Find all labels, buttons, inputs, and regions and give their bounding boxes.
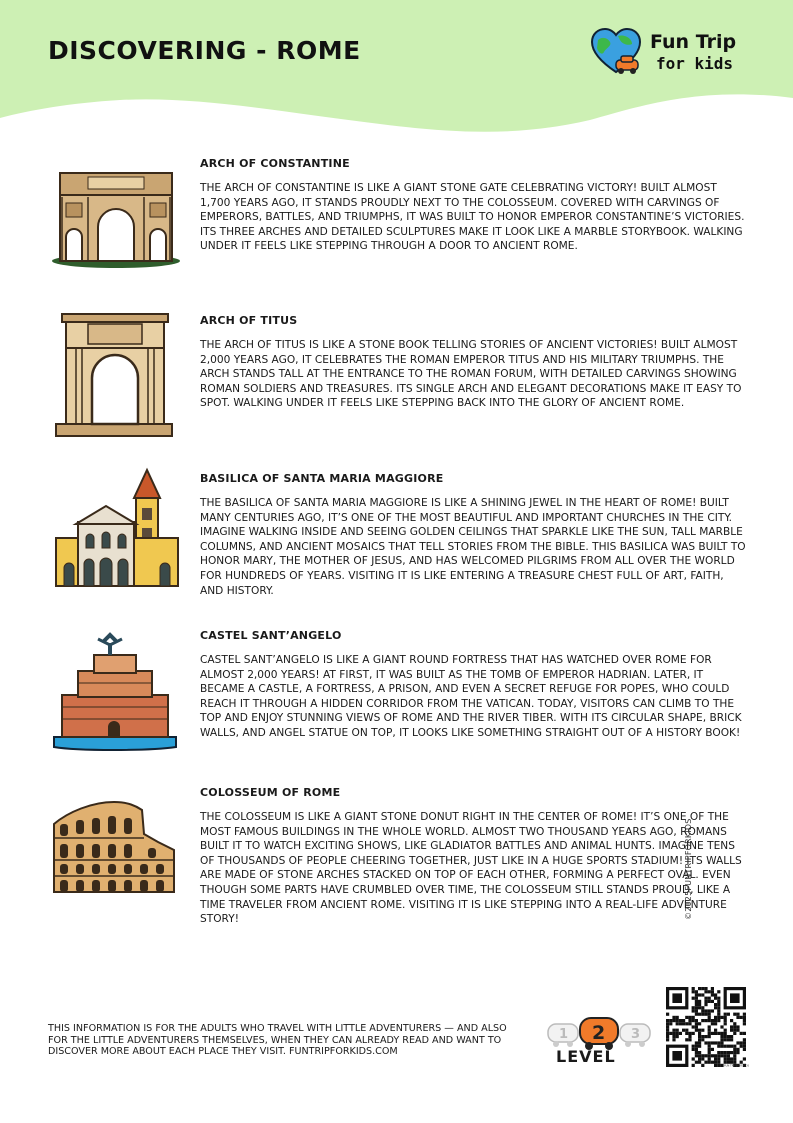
qr-module: [711, 1000, 714, 1003]
qr-module: [736, 1016, 739, 1019]
qr-module: [701, 987, 704, 990]
qr-module: [720, 1032, 723, 1035]
qr-module: [704, 1035, 707, 1038]
qr-module: [733, 1054, 736, 1057]
entry-title: ARCH OF TITUS: [200, 314, 298, 327]
qr-module: [724, 1019, 727, 1022]
qr-module: [698, 1032, 701, 1035]
qr-module: [679, 1022, 682, 1025]
qr-module: [708, 1019, 711, 1022]
qr-module: [717, 1032, 720, 1035]
qr-module: [701, 993, 704, 996]
qr-module: [666, 1019, 669, 1022]
qr-module: [714, 997, 717, 1000]
qr-module: [688, 1035, 691, 1038]
qr-module: [717, 997, 720, 1000]
qr-code[interactable]: [666, 987, 749, 1068]
qr-module: [698, 1038, 701, 1041]
qr-module: [701, 1064, 704, 1067]
qr-module: [701, 1057, 704, 1060]
qr-module: [724, 1038, 727, 1041]
qr-module: [727, 1051, 730, 1054]
qr-module: [740, 1041, 743, 1044]
arch-of-titus-illustration: [48, 312, 180, 442]
qr-module: [743, 1048, 746, 1051]
qr-module: [692, 1025, 695, 1028]
qr-module: [714, 1041, 717, 1044]
basilica-illustration: [48, 468, 180, 598]
qr-module: [736, 1025, 739, 1028]
qr-module: [704, 1041, 707, 1044]
qr-module: [724, 1022, 727, 1025]
qr-module: [720, 1054, 723, 1057]
qr-module: [698, 1051, 701, 1054]
qr-module: [704, 1054, 707, 1057]
qr-module: [666, 1035, 669, 1038]
qr-module: [698, 1000, 701, 1003]
qr-module: [717, 1041, 720, 1044]
qr-module: [720, 1025, 723, 1028]
qr-module: [708, 997, 711, 1000]
qr-module: [701, 1035, 704, 1038]
qr-module: [666, 1025, 669, 1028]
qr-module: [701, 1009, 704, 1012]
qr-module: [669, 1032, 672, 1035]
qr-module: [682, 1022, 685, 1025]
qr-module: [708, 1000, 711, 1003]
qr-module: [724, 1013, 727, 1016]
qr-module: [720, 1045, 723, 1048]
qr-module: [679, 1019, 682, 1022]
qr-module: [704, 990, 707, 993]
qr-module: [695, 1006, 698, 1009]
qr-module: [730, 1057, 733, 1060]
qr-module: [688, 1038, 691, 1041]
qr-module: [733, 1022, 736, 1025]
qr-module: [733, 1025, 736, 1028]
qr-module: [701, 1054, 704, 1057]
qr-module: [743, 1041, 746, 1044]
qr-module: [672, 1032, 675, 1035]
qr-module: [714, 1029, 717, 1032]
qr-module: [672, 1038, 675, 1041]
qr-module: [698, 1061, 701, 1064]
qr-module: [708, 1054, 711, 1057]
qr-module: [698, 1013, 701, 1016]
entry-colosseum: [48, 786, 748, 936]
car-1-icon: [548, 1024, 578, 1047]
qr-module: [692, 1032, 695, 1035]
qr-module: [676, 1032, 679, 1035]
qr-module: [676, 1029, 679, 1032]
entry-text: CASTEL SANT’ANGELO IS LIKE A GIANT ROUND FORTRESS THAT HAS WATCHED OVER ROME FOR ALMOST 2,000 YEARS! AT FIRST, IT WAS BUILT AS THE TOMB OF EMPEROR HADRIAN. LATER, IT BECAME A CASTLE, A FORTRESS, A PRISON, AND EVEN A SECRET REFUGE FOR POPES, WHO COULD REACH IT THROUGH A HIDDEN CORRIDOR FROM THE VATICAN. TODAY, VISITORS CAN CLIMB TO THE TOP AND ENJOY STUNNING VIEWS OF ROME AND THE RIVER TIBER. WITH ITS CIRCULAR SHAPE, BRICK WALLS, AND ANGEL STATUE ON TOP, IT LOOKS LIKE SOMETHING STRAIGHT OUT OF A HISTORY BOOK!: [200, 654, 742, 739]
qr-module: [724, 1032, 727, 1035]
qr-module: [740, 1061, 743, 1064]
qr-module: [717, 1057, 720, 1060]
entry-castel-santangelo: [48, 629, 748, 759]
qr-module: [695, 1009, 698, 1012]
qr-module: [695, 1019, 698, 1022]
qr-module: [695, 1003, 698, 1006]
car-3-icon: [620, 1024, 650, 1047]
qr-module: [708, 1009, 711, 1012]
level-3-number: 3: [631, 1027, 641, 1042]
qr-module: [676, 1016, 679, 1019]
qr-module: [704, 1013, 707, 1016]
qr-module: [730, 1051, 733, 1054]
qr-finder: [672, 1051, 682, 1061]
qr-module: [727, 1045, 730, 1048]
qr-module: [714, 1064, 717, 1067]
qr-module: [743, 1038, 746, 1041]
qr-module: [685, 1029, 688, 1032]
qr-module: [711, 990, 714, 993]
qr-module: [704, 1061, 707, 1064]
qr-module: [724, 1029, 727, 1032]
qr-module: [714, 1003, 717, 1006]
qr-module: [695, 1045, 698, 1048]
qr-module: [743, 1016, 746, 1019]
qr-module: [692, 997, 695, 1000]
qr-module: [666, 1022, 669, 1025]
arch-of-constantine-illustration: [48, 157, 180, 287]
qr-module: [717, 1061, 720, 1064]
qr-module: [711, 1022, 714, 1025]
qr-module: [698, 1035, 701, 1038]
qr-module: [730, 1045, 733, 1048]
qr-module: [724, 1057, 727, 1060]
qr-module: [672, 1016, 675, 1019]
castel-illustration: [48, 631, 180, 761]
qr-module: [724, 1051, 727, 1054]
qr-module: [717, 1054, 720, 1057]
qr-module: [714, 1022, 717, 1025]
logo-title: Fun Trip: [650, 31, 737, 53]
qr-module: [720, 1038, 723, 1041]
entry-arch-of-constantine: [48, 157, 748, 287]
qr-module: [701, 1006, 704, 1009]
qr-module: [685, 1022, 688, 1025]
entry-arch-of-titus: [48, 314, 748, 444]
qr-module: [720, 1035, 723, 1038]
qr-module: [714, 993, 717, 996]
entry-text: THE ARCH OF TITUS IS LIKE A STONE BOOK TELLING STORIES OF ANCIENT VICTORIES! BUILT ALMOST 2,000 YEARS AGO, IT CELEBRATES THE ROMAN EMPEROR TITUS AND HIS MILITARY TRIUMPHS. THE ARCH STANDS TALL AT THE ENTRANCE TO THE ROMAN FORUM, WITH DETAILED CARVINGS SHOWING ROMAN SOLDIERS AND TREASURES. ITS SINGLE ARCH AND ELEGANT DECORATIONS MAKE IT EASY TO SPOT. WALKING UNDER IT FEELS LIKE STEPPING BACK INTO THE GLORY OF ANCIENT ROME.: [200, 339, 742, 410]
qr-module: [727, 1054, 730, 1057]
qr-module: [711, 1048, 714, 1051]
qr-module: [695, 1051, 698, 1054]
entry-title: COLOSSEUM OF ROME: [200, 786, 341, 799]
qr-module: [685, 1032, 688, 1035]
qr-module: [708, 1035, 711, 1038]
qr-module: [743, 1022, 746, 1025]
qr-module: [733, 1048, 736, 1051]
qr-module: [736, 1048, 739, 1051]
qr-module: [717, 1016, 720, 1019]
qr-module: [740, 1045, 743, 1048]
qr-module: [698, 1022, 701, 1025]
qr-caption: FUN TRIP FOR KIDS: [724, 1064, 749, 1068]
qr-module: [736, 1029, 739, 1032]
qr-module: [695, 1029, 698, 1032]
qr-module: [727, 1061, 730, 1064]
qr-module: [740, 1032, 743, 1035]
qr-module: [692, 1045, 695, 1048]
qr-module: [724, 1016, 727, 1019]
qr-module: [717, 1051, 720, 1054]
qr-module: [695, 1061, 698, 1064]
qr-module: [708, 1041, 711, 1044]
copyright-notice: ©2025FUNTRIPFORKIDS: [684, 818, 693, 920]
qr-module: [730, 1029, 733, 1032]
qr-module: [733, 1013, 736, 1016]
level-label: LEVEL: [556, 1047, 616, 1066]
qr-module: [666, 1013, 669, 1016]
level-1-number: 1: [559, 1027, 569, 1042]
qr-module: [704, 1009, 707, 1012]
qr-module: [708, 1045, 711, 1048]
qr-module: [730, 1061, 733, 1064]
qr-module: [717, 1019, 720, 1022]
qr-module: [704, 1003, 707, 1006]
qr-module: [708, 1048, 711, 1051]
qr-module: [695, 1041, 698, 1044]
qr-module: [717, 1064, 720, 1067]
qr-module: [720, 1051, 723, 1054]
qr-module: [743, 1045, 746, 1048]
qr-module: [672, 1035, 675, 1038]
qr-module: [743, 1019, 746, 1022]
qr-module: [711, 1032, 714, 1035]
qr-module: [736, 1041, 739, 1044]
qr-module: [695, 1025, 698, 1028]
entry-title: ARCH OF CONSTANTINE: [200, 157, 350, 170]
qr-module: [672, 1029, 675, 1032]
footer-note-text: THIS INFORMATION IS FOR THE ADULTS WHO TRAVEL WITH LITTLE ADVENTURERS — AND ALSO FOR THE LITTLE ADVENTURERS THEMSELVES, WHEN THEY CAN ALREADY READ AND WANT TO DISCOVER MORE ABOUT EACH PLACE THEY VISIT. FUNTRIPFORKIDS.COM: [48, 1023, 507, 1058]
footer-note: [48, 1023, 528, 1058]
qr-module: [727, 1057, 730, 1060]
qr-module: [733, 1045, 736, 1048]
qr-module: [708, 1032, 711, 1035]
qr-module: [704, 997, 707, 1000]
qr-module: [714, 1016, 717, 1019]
qr-module: [701, 1019, 704, 1022]
qr-module: [692, 1016, 695, 1019]
qr-module: [698, 1006, 701, 1009]
qr-module: [733, 1029, 736, 1032]
qr-module: [676, 1035, 679, 1038]
qr-module: [711, 1009, 714, 1012]
qr-module: [736, 1013, 739, 1016]
qr-module: [666, 1029, 669, 1032]
qr-module: [711, 1019, 714, 1022]
qr-module: [708, 990, 711, 993]
qr-module: [669, 1022, 672, 1025]
qr-module: [711, 1041, 714, 1044]
entry-text: THE ARCH OF CONSTANTINE IS LIKE A GIANT STONE GATE CELEBRATING VICTORY! BUILT ALMOST 1,700 YEARS AGO, IT STANDS PROUDLY NEXT TO THE COLOSSEUM. COVERED WITH CARVINGS OF EMPERORS, BATTLES, AND TRIUMPHS, IT WAS BUILT TO HONOR EMPEROR CONSTANTINE’S VICTORIES. ITS THREE ARCHES AND DETAILED SCULPTURES MAKE IT LOOK LIKE A MARBLE STORYBOOK. WALKING UNDER IT FEELS LIKE STEPPING THROUGH A DOOR TO ANCIENT ROME.: [200, 182, 745, 253]
qr-module: [708, 1025, 711, 1028]
colosseum-illustration: [48, 790, 180, 920]
qr-module: [692, 1006, 695, 1009]
qr-module: [688, 1032, 691, 1035]
qr-module: [695, 997, 698, 1000]
page-title: DISCOVERING - ROME: [48, 36, 361, 65]
qr-module: [692, 1057, 695, 1060]
qr-module: [688, 1019, 691, 1022]
qr-module: [714, 1061, 717, 1064]
qr-module: [740, 1016, 743, 1019]
qr-module: [724, 1035, 727, 1038]
qr-module: [714, 1032, 717, 1035]
qr-module: [733, 1057, 736, 1060]
qr-module: [717, 1045, 720, 1048]
qr-module: [698, 1045, 701, 1048]
qr-module: [717, 990, 720, 993]
entry-text: THE BASILICA OF SANTA MARIA MAGGIORE IS LIKE A SHINING JEWEL IN THE HEART OF ROME! BUILT MANY CENTURIES AGO, IT’S ONE OF THE MOST BEAUTIFUL AND IMPORTANT CHURCHES IN THE CITY. IMAGINE WALKING INSIDE AND SEEING GOLDEN CEILINGS THAT SPARKLE LIKE THE SUN, TALL MARBLE COLUMNS, AND ANCIENT MOSAICS THAT TELL STORIES FROM THE BIBLE. THIS BASILICA WAS BUILT TO HONOR MARY, THE MOTHER OF JESUS, AND HAS WELCOMED PILGRIMS FROM ALL OVER THE WORLD FOR HUNDREDS OF YEARS. VISITING IT IS LIKE ENTERING A TREASURE CHEST FULL OF ART, FAITH, AND HISTORY.: [200, 497, 746, 597]
qr-finder: [672, 993, 682, 1003]
qr-module: [698, 1029, 701, 1032]
qr-module: [743, 1057, 746, 1060]
qr-module: [708, 1013, 711, 1016]
qr-module: [698, 987, 701, 990]
qr-module: [704, 1019, 707, 1022]
qr-module: [717, 1006, 720, 1009]
qr-module: [708, 1029, 711, 1032]
qr-module: [701, 1029, 704, 1032]
qr-module: [736, 1051, 739, 1054]
qr-module: [743, 1013, 746, 1016]
qr-module: [711, 987, 714, 990]
qr-module: [692, 1019, 695, 1022]
qr-module: [666, 1038, 669, 1041]
qr-module: [724, 1054, 727, 1057]
qr-module: [730, 1038, 733, 1041]
qr-module: [669, 1019, 672, 1022]
qr-module: [704, 987, 707, 990]
qr-module: [682, 1029, 685, 1032]
qr-module: [698, 1041, 701, 1044]
qr-module: [717, 1009, 720, 1012]
qr-module: [733, 1032, 736, 1035]
qr-module: [720, 1041, 723, 1044]
qr-module: [730, 1035, 733, 1038]
qr-finder: [730, 993, 740, 1003]
qr-module: [698, 1057, 701, 1060]
qr-module: [717, 1013, 720, 1016]
qr-module: [708, 1051, 711, 1054]
qr-module: [701, 1038, 704, 1041]
qr-module: [688, 1016, 691, 1019]
logo-subtitle: for kids: [656, 54, 734, 73]
qr-module: [708, 1061, 711, 1064]
qr-module: [695, 1048, 698, 1051]
qr-module: [708, 1016, 711, 1019]
qr-module: [711, 1054, 714, 1057]
qr-module: [698, 1003, 701, 1006]
qr-module: [704, 1000, 707, 1003]
qr-module: [692, 1064, 695, 1067]
qr-module: [679, 1032, 682, 1035]
qr-module: [698, 1054, 701, 1057]
qr-module: [730, 1025, 733, 1028]
qr-module: [695, 1054, 698, 1057]
qr-module: [733, 1061, 736, 1064]
qr-module: [714, 1054, 717, 1057]
qr-module: [692, 1009, 695, 1012]
car-2-icon: [580, 1018, 618, 1050]
qr-module: [672, 1019, 675, 1022]
entry-title: BASILICA OF SANTA MARIA MAGGIORE: [200, 472, 444, 485]
qr-module: [695, 1013, 698, 1016]
qr-module: [695, 993, 698, 996]
qr-module: [666, 1032, 669, 1035]
qr-module: [727, 1038, 730, 1041]
qr-module: [698, 993, 701, 996]
qr-module: [676, 1019, 679, 1022]
qr-module: [727, 1035, 730, 1038]
qr-module: [701, 1013, 704, 1016]
entry-basilica: [48, 472, 748, 602]
qr-module: [743, 1032, 746, 1035]
qr-module: [717, 1000, 720, 1003]
qr-module: [695, 1000, 698, 1003]
qr-module: [695, 1022, 698, 1025]
qr-module: [708, 1057, 711, 1060]
entry-title: CASTEL SANT’ANGELO: [200, 629, 342, 642]
qr-module: [724, 1061, 727, 1064]
qr-module: [688, 1022, 691, 1025]
qr-module: [692, 990, 695, 993]
qr-module: [711, 993, 714, 996]
qr-module: [685, 1016, 688, 1019]
qr-module: [730, 1019, 733, 1022]
qr-module: [682, 1019, 685, 1022]
level-2-number: 2: [592, 1022, 606, 1044]
qr-module: [727, 1013, 730, 1016]
qr-module: [733, 1051, 736, 1054]
qr-module: [695, 990, 698, 993]
qr-module: [692, 1048, 695, 1051]
qr-module: [714, 1006, 717, 1009]
qr-module: [714, 1057, 717, 1060]
qr-module: [711, 1061, 714, 1064]
entry-text: THE COLOSSEUM IS LIKE A GIANT STONE DONUT RIGHT IN THE CENTER OF ROME! IT’S ONE OF THE MOST FAMOUS BUILDINGS IN THE WHOLE WORLD. ALMOST TWO THOUSAND YEARS AGO, ROMANS BUILT IT TO WATCH EXCITING SHOWS, LIKE GLADIATOR BATTLES AND ANIMAL HUNTS. IMAGINE TENS OF THOUSANDS OF PEOPLE CHEERING TOGETHER, JUST LIKE IN A HUGE SPORTS STADIUM! ITS WALLS ARE MADE OF STONE ARCHES STACKED ON TOP OF EACH OTHER, FORMING A PERFECT OVAL. EVEN THOUGH SOME PARTS HAVE CRUMBLED OVER TIME, THE COLOSSEUM STILL STANDS PROUD, LIKE A TIME TRAVELER FROM ANCIENT ROME. VISITING IT IS LIKE STEPPING INTO A REAL-LIFE ADVENTURE STORY!: [200, 811, 742, 926]
qr-module: [724, 1045, 727, 1048]
qr-module: [685, 1038, 688, 1041]
qr-module: [676, 1022, 679, 1025]
qr-module: [717, 1003, 720, 1006]
qr-module: [714, 1019, 717, 1022]
qr-module: [692, 987, 695, 990]
qr-module: [720, 1016, 723, 1019]
